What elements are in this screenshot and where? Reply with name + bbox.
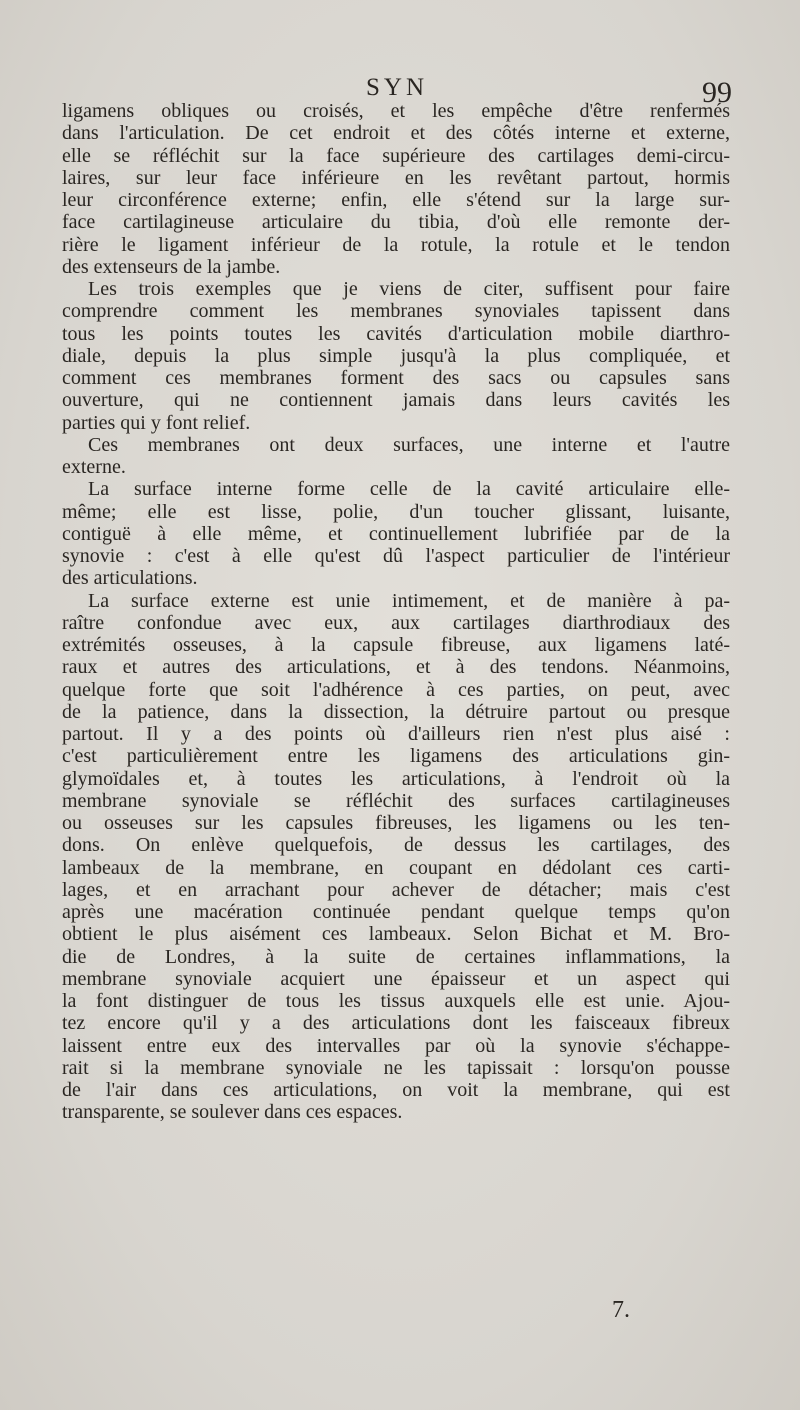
text-line: face cartilagineuse articulaire du tibia, d'où elle remonte der- [62, 211, 730, 234]
text-line: c'est particulièrement entre les ligamens des articulations gin- [62, 745, 730, 768]
text-line: parties qui y font relief. [62, 411, 251, 434]
signature-mark: 7. [612, 1297, 630, 1323]
text-line: tous les points toutes les cavités d'articulation mobile diarthro- [62, 322, 730, 345]
text-line: ou osseuses sur les capsules fibreuses, les ligamens ou les ten- [62, 812, 730, 834]
text-line: de l'air dans ces articulations, on voit la membrane, qui est [62, 1079, 730, 1101]
text-line: lambeaux de la membrane, en coupant en dédolant ces carti- [62, 856, 730, 879]
text-line: elle se réfléchit sur la face supérieure des cartilages demi-circu- [62, 144, 730, 167]
text-line: glymoïdales et, à toutes les articulations, à l'endroit où la [62, 767, 730, 790]
text-line: contiguë à elle même, et continuellement lubrifiée par de la [62, 522, 730, 545]
text-line: ouverture, qui ne contiennent jamais dans leurs cavités les [62, 389, 730, 412]
text-line: après une macération continuée pendant quelque temps qu'on [62, 901, 730, 923]
running-head: SYN [365, 74, 428, 101]
text-line: La surface interne forme celle de la cavité articulaire elle- [88, 478, 730, 501]
text-line: La surface externe est unie intimement, et de manière à pa- [88, 589, 730, 612]
text-line: comment ces membranes forment des sacs ou capsules sans [62, 367, 730, 389]
text-line: quelque forte que soit l'adhérence à ces parties, on peut, avec [62, 678, 730, 701]
text-line: rière le ligament inférieur de la rotule, la rotule et le tendon [62, 233, 730, 256]
page-number: 99 [702, 76, 732, 109]
text-line: Les trois exemples que je viens de citer, suffisent pour faire [88, 278, 730, 300]
text-line: extrémités osseuses, à la capsule fibreuse, aux ligamens laté- [62, 634, 730, 656]
text-line: dans l'articulation. De cet endroit et des côtés interne et externe, [62, 122, 730, 145]
text-line: diale, depuis la plus simple jusqu'à la plus compliquée, et [62, 344, 730, 367]
text-line: lages, et en arrachant pour achever de détacher; mais c'est [62, 878, 730, 901]
text-line: leur circonférence externe; enfin, elle s'étend sur la large sur- [62, 189, 730, 211]
text-line: de la patience, dans la dissection, la détruire partout ou presque [62, 700, 730, 723]
text-line: membrane synoviale se réfléchit des surfaces cartilagineuses [62, 789, 730, 812]
text-line: obtient le plus aisément ces lambeaux. Selon Bichat et M. Bro- [62, 923, 730, 946]
text-line: die de Londres, à la suite de certaines inflammations, la [62, 945, 730, 968]
text-line: dons. On enlève quelquefois, de dessus les cartilages, des [62, 834, 730, 857]
text-line: ligamens obliques ou croisés, et les empêche d'être renfermés [62, 100, 730, 122]
text-line: des articulations. [62, 567, 198, 590]
text-line: raux et autres des articulations, et à des tendons. Néanmoins, [62, 656, 730, 679]
text-line: même; elle est lisse, polie, d'un toucher glissant, luisante, [62, 500, 730, 523]
text-line: laissent entre eux des intervalles par où la synovie s'échappe- [62, 1034, 730, 1057]
text-line: laires, sur leur face inférieure en les revêtant partout, hormis [62, 166, 730, 189]
text-line: partout. Il y a des points où d'ailleurs rien n'est plus aisé : [62, 723, 730, 745]
text-line: raître confondue avec eux, aux cartilages diarthrodiaux des [62, 611, 730, 634]
body-text [62, 100, 730, 1124]
text-line: transparente, se soulever dans ces espaces. [62, 1101, 403, 1124]
text-line: synovie : c'est à elle qu'est dû l'aspect particulier de l'intérieur [62, 545, 730, 567]
text-line: comprendre comment les membranes synoviales tapissent dans [62, 300, 730, 323]
text-line: tez encore qu'il y a des articulations dont les faisceaux fibreux [62, 1012, 730, 1035]
text-line: membrane synoviale acquiert une épaisseur et un aspect qui [62, 967, 730, 990]
text-line: rait si la membrane synoviale ne les tapissait : lorsqu'on pousse [62, 1056, 730, 1079]
text-line: Ces membranes ont deux surfaces, une interne et l'autre [88, 433, 730, 456]
text-line: la font distinguer de tous les tissus auxquels elle est unie. Ajou- [62, 990, 730, 1012]
text-line: externe. [62, 456, 126, 478]
text-line: des extenseurs de la jambe. [62, 255, 281, 278]
